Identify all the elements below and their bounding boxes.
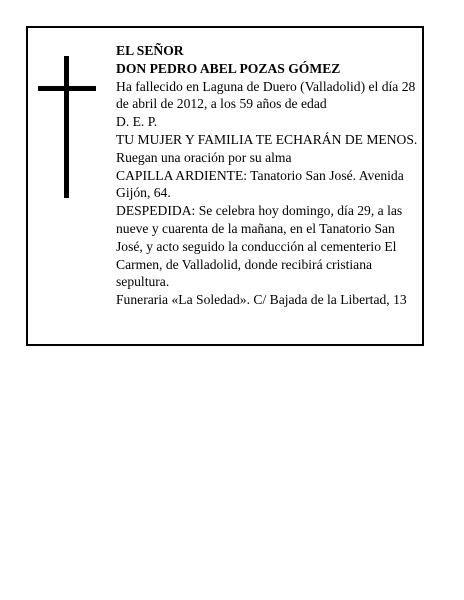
cross-icon: [38, 56, 96, 198]
prayer-request: Ruegan una oración por su alma: [116, 149, 292, 165]
chapel-info: CAPILLA ARDIENTE: Tanatorio San José. Avenida Gijón, 64.: [116, 167, 404, 201]
deceased-name: DON PEDRO ABEL POZAS GÓMEZ: [116, 60, 341, 76]
cross-horizontal-bar: [38, 86, 96, 91]
family-message: TU MUJER Y FAMILIA TE ECHARÁN DE MENOS.: [116, 131, 418, 147]
dep-line: D. E. P.: [116, 114, 158, 130]
cross-vertical-bar: [64, 56, 69, 198]
notice-text: [116, 42, 418, 309]
notice-heading: EL SEÑOR: [116, 43, 184, 58]
funeral-home: Funeraria «La Soledad». C/ Bajada de la Libertad, 13: [116, 292, 407, 308]
death-info: Ha fallecido en Laguna de Duero (Valladolid) el día 28 de abril de 2012, a los 59 años de edad: [116, 78, 416, 112]
farewell-info: DESPEDIDA: Se celebra hoy domingo, día 29, a las nueve y cuarenta de la mañana, en el Tanatorio San José, y acto seguido la conducción al cementerio El Carmen, de Valladolid, donde recibirá cristiana sepultura.: [116, 203, 403, 290]
obituary-notice: [26, 26, 424, 346]
